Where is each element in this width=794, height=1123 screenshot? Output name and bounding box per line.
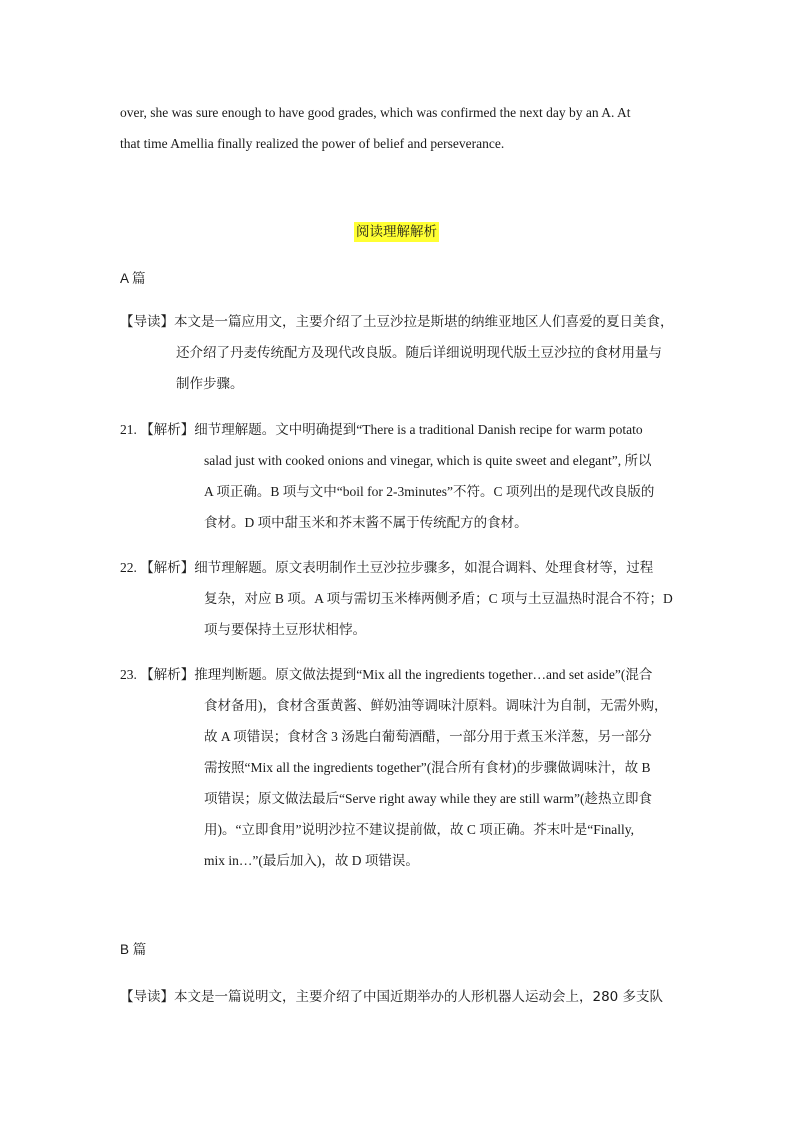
- intro-line: over, she was sure enough to have good grades, which was confirmed the next day by an A. At: [120, 105, 631, 120]
- q23-line: 故 A 项错误；食材含 3 汤匙白葡萄酒醋，一部分用于煮玉米洋葱，另一部分: [204, 729, 652, 744]
- q23-line: 23. 【解析】推理判断题。原文做法提到“Mix all the ingredients together…and set aside”(混合: [120, 667, 653, 682]
- passage-a-guide-line: 制作步骤。: [176, 376, 244, 392]
- passage-a-heading: A 篇: [120, 271, 146, 286]
- q22-line: 22. 【解析】细节理解题。原文表明制作土豆沙拉步骤多，如混合调料、处理食材等，过程: [120, 560, 654, 575]
- passage-a-guide-line: 还介绍了丹麦传统配方及现代改良版。随后详细说明现代版土豆沙拉的食材用量与: [176, 345, 662, 361]
- passage-b-guide-line: 【导读】本文是一篇说明文，主要介绍了中国近期举办的人形机器人运动会上，280 多支队: [120, 989, 664, 1005]
- q23-line: mix in…”(最后加入)，故 D 项错误。: [204, 853, 419, 868]
- q22-line: 项与要保持土豆形状相悖。: [204, 622, 366, 637]
- section-title: 阅读理解解析: [356, 224, 437, 240]
- q21-line: 食材。D 项中甜玉米和芥末酱不属于传统配方的食材。: [204, 515, 528, 530]
- passage-a-guide-line: 【导读】本文是一篇应用文，主要介绍了土豆沙拉是斯堪的纳维亚地区人们喜爱的夏日美食，: [120, 314, 674, 330]
- q23-line: 项错误；原文做法最后“Serve right away while they are still warm”(趁热立即食: [204, 791, 653, 806]
- q23-line: 食材备用)，食材含蛋黄酱、鲜奶油等调味汁原料。调味汁为自制，无需外购，: [204, 698, 668, 713]
- q21-line: A 项正确。B 项与文中“boil for 2-3minutes”不符。C 项列出的是现代改良版的: [204, 484, 655, 499]
- q21-line: 21. 【解析】细节理解题。文中明确提到“There is a traditional Danish recipe for warm potato: [120, 422, 643, 437]
- intro-line: that time Amellia finally realized the power of belief and perseverance.: [120, 136, 505, 151]
- q23-line: 需按照“Mix all the ingredients together”(混合所有食材)的步骤做调味汁，故 B: [204, 760, 651, 775]
- q23-line: 用)。“立即食用”说明沙拉不建议提前做，故 C 项正确。芥末叶是“Finally,: [204, 822, 634, 837]
- passage-b-heading: B 篇: [120, 942, 147, 957]
- q21-line: salad just with cooked onions and vinegar, which is quite sweet and elegant”, 所以: [204, 453, 652, 468]
- q22-line: 复杂，对应 B 项。A 项与需切玉米棒两侧矛盾；C 项与土豆温热时混合不符；D: [204, 591, 673, 606]
